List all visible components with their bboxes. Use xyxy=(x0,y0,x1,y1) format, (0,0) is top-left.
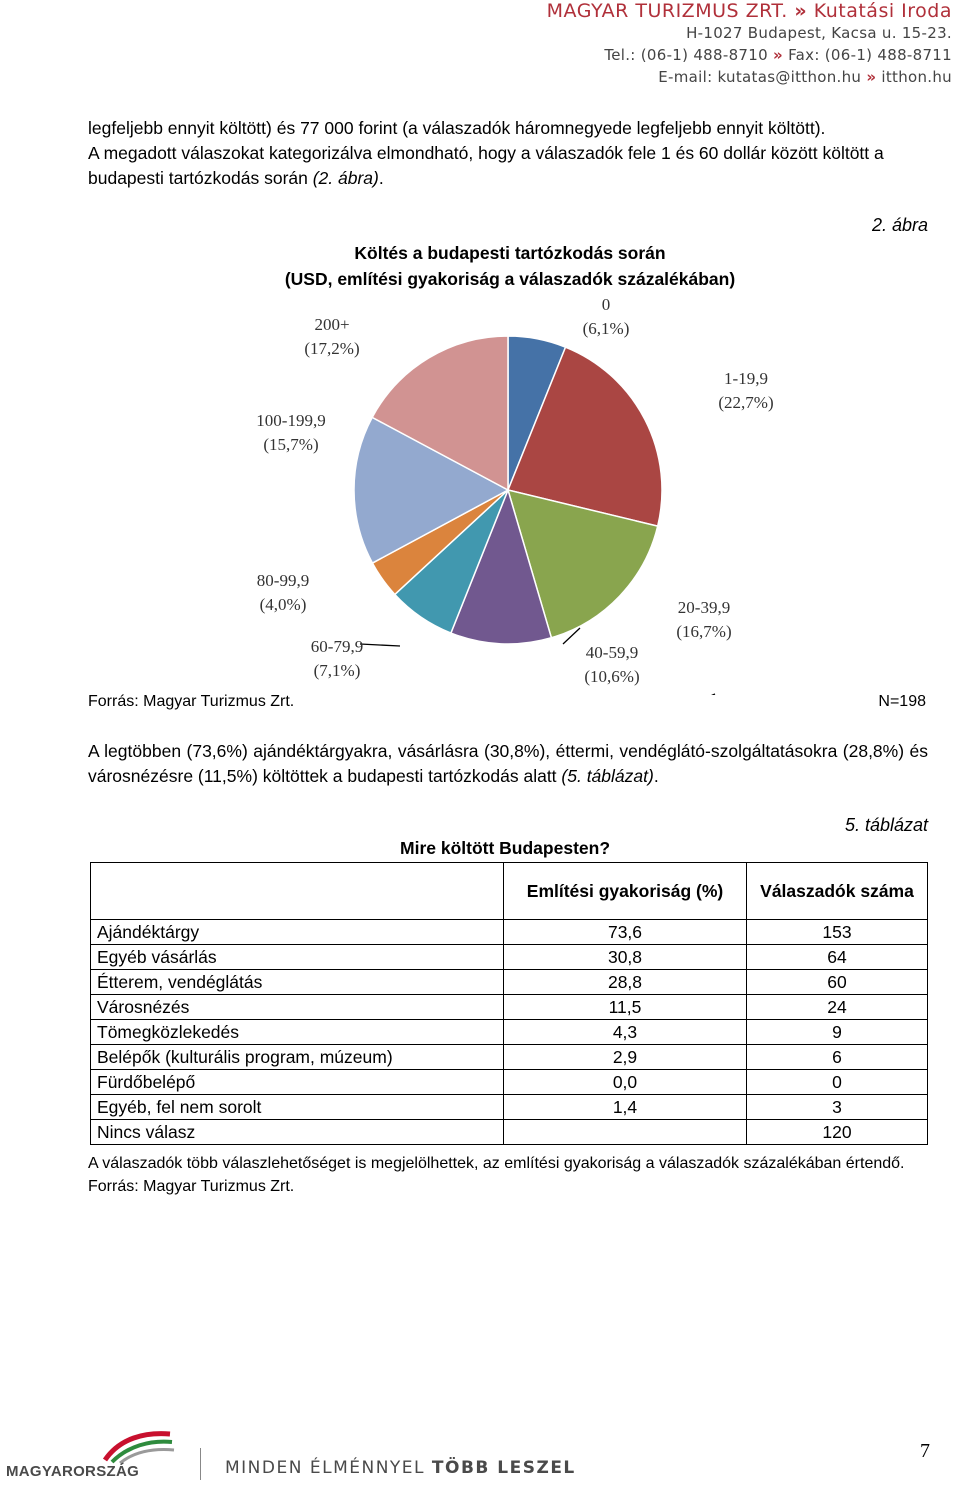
row-pct: 2,9 xyxy=(504,1045,747,1070)
slice-label: 60-79,9 xyxy=(310,637,364,656)
intro-line1: legfeljebb ennyit költött) és 77 000 forint (a válaszadók háromnegyede legfeljebb ennyit költött). xyxy=(88,118,826,138)
row-count: 3 xyxy=(747,1095,928,1120)
leader-7 xyxy=(360,644,400,646)
table-row xyxy=(91,945,928,970)
row-label: Egyéb, fel nem sorolt xyxy=(91,1095,504,1120)
slice-percent: (10,6%) xyxy=(584,667,640,686)
figure-source: Forrás: Magyar Turizmus Zrt. xyxy=(88,693,295,710)
table-note: A válaszadók több válaszlehetőséget is megjelölhettek, az említési gyakoriság a válaszadók százalékában értendő. Forrás: Magyar Turizmus Zrt. xyxy=(88,1152,928,1198)
page-number: 7 xyxy=(920,1440,930,1462)
row-pct: 0,0 xyxy=(504,1070,747,1095)
table-source: Forrás: Magyar Turizmus Zrt. xyxy=(88,1178,295,1195)
row-label: Belépők (kulturális program, múzeum) xyxy=(91,1045,504,1070)
slice-percent: (15,7%) xyxy=(263,435,319,454)
row-count: 9 xyxy=(747,1020,928,1045)
row-count: 64 xyxy=(747,945,928,970)
row-pct: 4,3 xyxy=(504,1020,747,1045)
logo-wordmark: MAGYARORSZÁG xyxy=(6,1463,140,1480)
table-row xyxy=(91,1045,928,1070)
table-row xyxy=(91,995,928,1020)
chart-title: Költés a budapesti tartózkodás során (USD, említési gyakoriság a válaszadók százalékában) xyxy=(284,243,736,289)
row-label: Tömegközlekedés xyxy=(91,1020,504,1045)
row-count: 6 xyxy=(747,1045,928,1070)
row-pct: 11,5 xyxy=(504,995,747,1020)
slice-label: 100-199,9 xyxy=(256,411,326,430)
row-label: Fürdőbelépő xyxy=(91,1070,504,1095)
figure-label: 2. ábra xyxy=(871,215,928,235)
table-label: 5. táblázat xyxy=(844,815,928,835)
table-row xyxy=(91,1020,928,1045)
col-header-pct: Említési gyakoriság (%) xyxy=(504,863,747,920)
table-ref: (5. táblázat) xyxy=(561,766,654,786)
slice-percent: (4,0%) xyxy=(259,595,307,614)
pie-chart xyxy=(0,290,960,695)
leader-1 xyxy=(650,694,715,695)
slice-label: 20-39,9 xyxy=(677,598,731,617)
email: E-mail: kutatas@itthon.hu xyxy=(658,68,862,86)
slice-percent: (17,2%) xyxy=(304,339,360,358)
figure-n: N=198 xyxy=(878,693,926,710)
table-header-row xyxy=(91,863,928,920)
row-label: Étterem, vendéglátás xyxy=(91,970,504,995)
row-count: 153 xyxy=(747,920,928,945)
slice-percent: (22,7%) xyxy=(718,393,774,412)
row-pct xyxy=(504,1120,747,1145)
row-count: 60 xyxy=(747,970,928,995)
web: itthon.hu xyxy=(881,68,952,86)
letterhead: MAGYAR TURIZMUS ZRT. » Kutatási Iroda H-1027 Budapest, Kacsa u. 15-23. Tel.: (06-1) 488-8710 » Fax: (06-1) 488-8711 E-mail: kutatas@itthon.hu » itthon.hu xyxy=(546,0,952,86)
footer-divider xyxy=(200,1448,201,1480)
address: H-1027 Budapest, Kacsa u. 15-23. xyxy=(686,24,952,42)
col-header-count: Válaszadók száma xyxy=(747,863,928,920)
slice-percent: (7,1%) xyxy=(313,661,361,680)
row-label: Egyéb vásárlás xyxy=(91,945,504,970)
slice-percent: (6,1%) xyxy=(582,319,630,338)
row-label: Városnézés xyxy=(91,995,504,1020)
slice-label: 0 xyxy=(601,295,611,314)
logo-swoosh xyxy=(100,1428,180,1464)
row-pct: 1,4 xyxy=(504,1095,747,1120)
footer-slogan: MINDEN ÉLMÉNNYEL TÖBB LESZEL xyxy=(225,1458,576,1478)
row-count: 0 xyxy=(747,1070,928,1095)
table-row xyxy=(91,1120,928,1145)
results-paragraph: A legtöbben (73,6%) ajándéktárgyakra, vásárlásra (30,8%), éttermi, vendéglátó-szolgáltatásokra (28,8%) és városnézésre (11,5%) költöttek a budapesti tartózkodás alatt (5. táblázat). xyxy=(88,741,928,786)
table-row xyxy=(91,920,928,945)
figure-ref: (2. ábra) xyxy=(312,168,379,188)
slice-label: 80-99,9 xyxy=(256,571,310,590)
row-count: 24 xyxy=(747,995,928,1020)
intro-paragraph: legfeljebb ennyit költött) és 77 000 forint (a válaszadók háromnegyede legfeljebb ennyit költött). A megadott válaszokat kategorizálva elmondható, hogy a válaszadók fele 1 és 60 dollár között költött a budapesti tartózkodás során (2. ábra). xyxy=(88,116,928,191)
row-pct: 28,8 xyxy=(504,970,747,995)
dept-name: Kutatási Iroda xyxy=(813,0,952,22)
row-pct: 73,6 xyxy=(504,920,747,945)
row-pct: 30,8 xyxy=(504,945,747,970)
table-title: Mire költött Budapesten? xyxy=(400,838,611,858)
slice-label: 200+ xyxy=(314,315,350,334)
table-row xyxy=(91,970,928,995)
fax: Fax: (06-1) 488-8711 xyxy=(788,46,952,64)
slice-label: 1-19,9 xyxy=(724,369,768,388)
spending-table xyxy=(90,862,928,1145)
row-label: Ajándéktárgy xyxy=(91,920,504,945)
table-row xyxy=(91,1095,928,1120)
slice-label: 40-59,9 xyxy=(585,643,639,662)
org-name: MAGYAR TURIZMUS ZRT. xyxy=(546,0,788,22)
slice-percent: (16,7%) xyxy=(676,622,732,641)
row-label: Nincs válasz xyxy=(91,1120,504,1145)
row-count: 120 xyxy=(747,1120,928,1145)
tel: Tel.: (06-1) 488-8710 xyxy=(604,46,768,64)
table-row xyxy=(91,1070,928,1095)
